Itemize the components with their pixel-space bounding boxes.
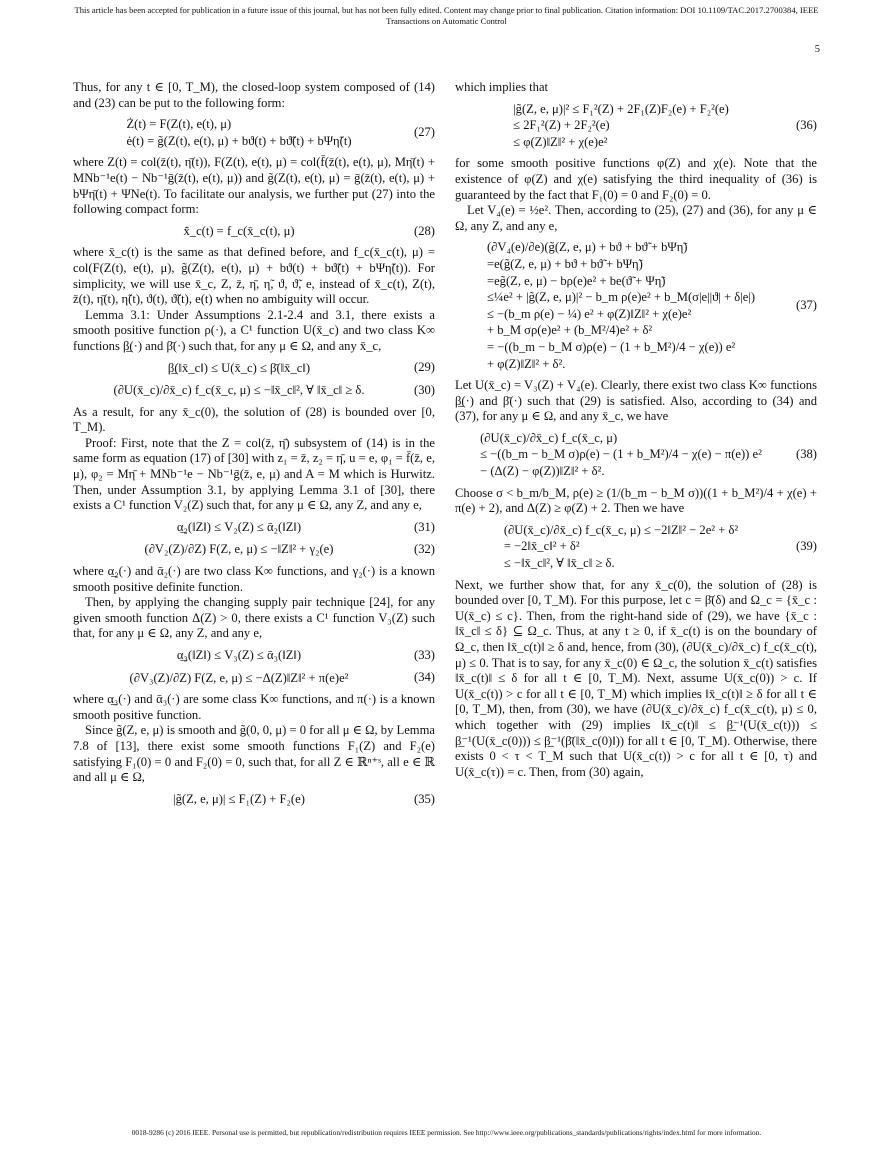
equation-line: = −2‖x̄_c‖² + δ² [503,539,580,554]
equation-line: (∂V₄(e)/∂e)(g̃(Z, e, μ) + bϑ + bϑ̃ + bΨη̃) [486,240,688,255]
equation-number: (36) [796,118,817,133]
equation-line: + φ(Z)‖Z‖² + δ². [486,356,566,371]
equation-number: (34) [414,670,435,685]
equation-32 [73,541,435,559]
equation-line: (∂V₂(Z)/∂Z) F(Z, e, μ) ≤ −‖Z‖² + γ₂(e) [144,542,334,557]
equation-number: (32) [414,542,435,557]
paragraph: Choose σ < b_m/b_M, ρ(e) ≥ (1/(b_m − b_M σ))((1 + b_M²)/4 + χ(e) + π(e) + 2), and Δ(Z) ≥ φ(Z) + 2. Then we have [455,485,817,516]
equation-27 [73,116,435,150]
equation-28 [73,223,435,241]
equation-number: (37) [796,298,817,313]
equation-line: (∂U(x̄_c)/∂x̄_c) f_c(x̄_c, μ) [480,430,618,445]
equation-line: ≤ −(b_m ρ(e) − ¼) e² + φ(Z)‖Z‖² + χ(e)e² [486,306,692,321]
journal-header [0,5,893,27]
left-column [73,80,435,813]
equation-line: ė(t) = g̃(Z(t), e(t), μ) + bϑ(t) + bϑ̃(t) + bΨη̃(t) [126,133,352,148]
equation-number: (39) [796,539,817,554]
paragraph: Next, we further show that, for any x̄_c(0), the solution of (28) is bounded over [0, T_M). For this purpose, let c = β̄(δ) and Ω_c = {x̄_c : U(x̄_c) ≤ c}. Then, from the right-hand side of (29), we have {x̄_c : ‖x̄_c‖ ≤ δ} ⊆ Ω_c. Thus, at any t ≥ 0, if x̄_c(t) is on the boundary of Ω_c, then ‖x̄_c(t)‖ ≥ δ and, hence, from (30), (∂U(x̄_c)/∂x̄_c) f_c(x̄_c(t), μ) ≤ 0. That is to say, for any x̄_c(0) ∈ Ω_c, the solution x̄_c(t) satisfies ‖x̄_c(t)‖ ≤ δ for all t ∈ [0, T_M). Next, assume U(x̄_c(0)) > c. If U(x̄_c(t)) > c for all t ∈ [0, T_M) which implies ‖x̄_c(t)‖ ≥ δ for all t ∈ [0, T_M), then, from (30), we have (∂U(x̄_c)/∂x̄_c) f_c(x̄_c(t), μ) ≤ 0, which together with (29) implies ‖x̄_c(t)‖ ≤ β̲⁻¹(U(x̄_c(t))) ≤ β̲⁻¹(U(x̄_c(0))) ≤ β̲⁻¹(β̄(‖x̄_c(0)‖)) for all t ∈ [0, T_M). Otherwise, there exists 0 < τ < T_M such that U(x̄_c(t)) > c for all t ∈ [0, τ) and U(x̄_c(τ)) = c. Then, from (30) again, [455,577,817,779]
equation-line: x̄̇_c(t) = f_c(x̄_c(t), μ) [183,223,295,238]
paragraph: which implies that [455,80,549,94]
right-column [455,80,817,780]
equation-line: β̲(‖x̄_c‖) ≤ U(x̄_c) ≤ β̄(‖x̄_c‖) [167,360,311,375]
equation-line: ≤¼e² + |g̃(Z, e, μ)|² − b_m ρ(e)e² + b_M(σ|e||ϑ| + δ|e|) [486,290,756,305]
equation-line: ≤ 2F₁²(Z) + 2F₂²(e) [513,118,610,133]
equation-35 [73,791,435,809]
equation-line: ≤ −((b_m − b_M σ)ρ(e) − (1 + b_M²)/4 − χ(e) − π(e)) e² [480,447,762,462]
equation-line: =e(g̃(Z, e, μ) + bϑ + bϑ̃ + bΨη̃) [486,256,643,271]
paragraph: Thus, for any t ∈ [0, T_M), the closed-loop system composed of (14) and (23) can be put to the following form: [73,80,435,110]
paragraph: As a result, for any x̄_c(0), the solution of (28) is bounded over [0, T_M). [73,404,435,435]
paragraph: where Z(t) = col(z̄(t), η̄(t)), F(Z(t), e(t), μ) = col(f̄(z̄(t), e(t), μ), Mη̄(t) + MNb⁻¹e(t) − Nb⁻¹ḡ(z̄(t), e(t), μ)) and g̃(Z(t), e(t), μ) = ḡ(z̄(t), e(t), μ) + bΨη̄(t) + ΨNe(t). To facilitate our analysis, we further put (27) into the following compact form: [73,155,435,217]
equation-number: (29) [414,360,435,375]
lemma-statement: Lemma 3.1: Under Assumptions 2.1-2.4 and 3.1, there exists a smooth positive function ρ(·), a C¹ function U(x̄_c) and two class K∞ functions β̲(·) and β̄(·) such that, for any μ ∈ Ω, and any x̄_c, [73,307,435,353]
equation-line: =eg̃(Z, e, μ) − bρ(e)e² + be(ϑ̃ + Ψη̃) [486,273,666,288]
equation-line: ≤ φ(Z)‖Z‖² + χ(e)e² [513,134,608,149]
equation-line: ≤ −‖x̄_c‖², ∀ ‖x̄_c‖ ≥ δ. [503,556,615,571]
equation-line: = −((b_m − b_M σ)ρ(e) − (1 + b_M²)/4 − χ(e)) e² [486,339,736,354]
equation-29 [73,360,435,378]
paragraph: where α̲₃(·) and ᾱ₃(·) are some class K∞ functions, and π(·) is a known smooth positive function. [73,692,435,722]
equation-line: + b_M σρ(e)e² + (b_M²/4)e² + δ² [486,323,653,338]
paragraph: Let U(x̄_c) = V₃(Z) + V₄(e). Clearly, there exist two class K∞ functions β̲(·) and β̄(·) such that (29) is satisfied. Also, according to (34) and (37), for any μ ∈ Ω, and any x̄_c, we have [455,378,817,424]
equation-number: (33) [414,648,435,662]
equation-line: α̲₃(‖Z‖) ≤ V₃(Z) ≤ ᾱ₃(‖Z‖) [176,648,302,662]
equation-number: (27) [414,125,435,140]
paragraph: where α̲₂(·) and ᾱ₂(·) are two class K∞ functions, and γ₂(·) is a known smooth positive definite function. [73,564,435,594]
equation-number: (35) [414,791,435,806]
equation-37 [455,239,817,373]
equation-line: α̲₂(‖Z‖) ≤ V₂(Z) ≤ ᾱ₂(‖Z‖) [176,519,302,534]
paragraph: where x̄_c(t) is the same as that defined before, and f_c(x̄_c(t), μ) = col(F(Z(t), e(t), μ), g̃(Z(t), e(t), μ) + bϑ(t) + bϑ̃(t) + bΨη̃(t)). For simplicity, we will use x̄_c, Z, z̄, η̄, η̃, ϑ, ϑ̃, e, instead of x̄_c(t), Z(t), z̄(t), η̄(t), η̃(t), ϑ(t), ϑ̃(t), e(t) when no ambiguity will occur. [73,245,435,307]
equation-line: |g̃(Z, e, μ)| ≤ F₁(Z) + F₂(e) [173,791,305,806]
copyright-footer: 0018-9286 (c) 2016 IEEE. Personal use is permitted, but republication/redistribution requires IEEE permission. See http://www.ieee.org/publications_standards/publications/rights/index.html for more information. [131,1128,762,1137]
equation-33 [73,647,435,665]
equation-number: (31) [414,519,435,534]
equation-line: − (Δ(Z) − φ(Z))‖Z‖² + δ². [480,464,605,479]
equation-line: (∂U(x̄_c)/∂x̄_c) f_c(x̄_c, μ) ≤ −2‖Z‖² − 2e² + δ² [503,522,739,537]
equation-number: (38) [796,447,817,462]
equation-38 [455,430,817,481]
header-line-2: Transactions on Automatic Control [386,16,507,26]
paragraph: Since g̃(Z, e, μ) is smooth and g̃(0, 0, μ) = 0 for all μ ∈ Ω, by Lemma 7.8 of [13], there exist some smooth functions F₁(Z) and F₂(e) satisfying F₁(0) = 0 and F₂(0) = 0, such that, for all Z ∈ ℝⁿ⁺ˢ, all e ∈ ℝ and all μ ∈ Ω, [73,723,435,785]
page-number: 5 [814,44,820,55]
paragraph: for some smooth positive functions φ(Z) and χ(e). Note that the existence of φ(Z) and χ(e) satisfying the third inequality of (36) is guaranteed by the fact that F₁(0) = 0 and F₂(0) = 0. [455,156,817,202]
paragraph: Then, by applying the changing supply pair technique [24], for any given smooth function Δ(Z) > 0, there exists a C¹ function V₃(Z) such that, for any μ ∈ Ω, any Z, and any e, [73,595,435,641]
equation-30 [73,382,435,400]
equation-line: |g̃(Z, e, μ)|² ≤ F₁²(Z) + 2F₁(Z)F₂(e) + F₂²(e) [513,101,729,116]
proof-paragraph: Proof: First, note that the Z = col(z̄, η̄) subsystem of (14) is in the same form as equation (17) of [30] with z₁ = z̄, z₂ = η̄, u = e, φ₁ = f̄(z̄, e, μ), φ₂ = Mη̄ + MNb⁻¹e − Nb⁻¹ḡ(z̄, e, μ) and A = M which is Hurwitz. Then, under Assumption 3.1, by applying Lemma 3.1 of [30], there exists a C¹ function V₂(Z) such that, for any μ ∈ Ω, any Z, and any e, [73,435,435,513]
equation-number: (28) [414,223,435,238]
header-line-1: This article has been accepted for publication in a future issue of this journal, but has not been fully edited. Content may change prior to final publication. Citation information: DOI 10.1109/TAC.2017.2700384, IEEE [74,5,819,15]
equation-34 [73,670,435,688]
equation-36 [455,101,817,152]
equation-number: (30) [414,383,435,398]
equation-line: (∂V₃(Z)/∂Z) F(Z, e, μ) ≤ −Δ(Z)‖Z‖² + π(e)e² [129,670,349,685]
paragraph: Let V₄(e) = ½e². Then, according to (25), (27) and (36), for any μ ∈ Ω, any Z, and any e, [455,203,817,233]
equation-line: Ż(t) = F(Z(t), e(t), μ) [126,117,232,132]
equation-31 [73,519,435,537]
equation-line: (∂U(x̄_c)/∂x̄_c) f_c(x̄_c, μ) ≤ −‖x̄_c‖², ∀ ‖x̄_c‖ ≥ δ. [113,383,365,398]
equation-39 [455,522,817,573]
